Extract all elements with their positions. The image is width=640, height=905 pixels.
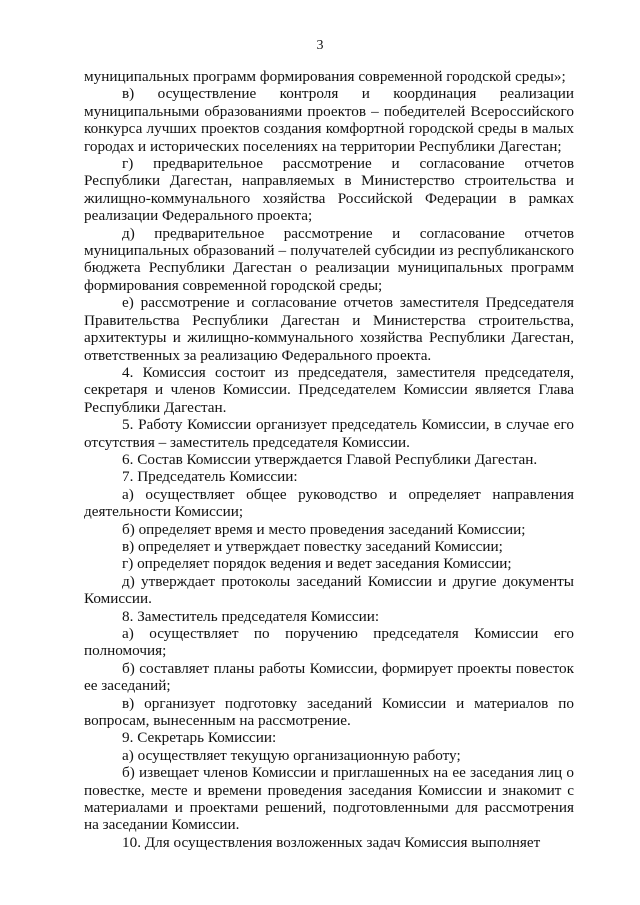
paragraph-8-b: б) составляет планы работы Комиссии, формирует проекты повесток ее заседаний; [84, 659, 574, 695]
paragraph-7-g: г) определяет порядок ведения и ведет заседания Комиссии; [122, 555, 512, 573]
paragraph-7-b: б) определяет время и место проведения заседаний Комиссии; [122, 520, 526, 538]
paragraph-section-7: 7. Председатель Комиссии: [122, 468, 298, 486]
paragraph-section-9: 9. Секретарь Комиссии: [122, 729, 277, 747]
paragraph-section-5: 5. Работу Комиссии организует председатель Комиссии, в случае его отсутствия – заместитель председателя Комиссии. [84, 416, 574, 451]
page-number: 3 [316, 38, 324, 53]
paragraph-8-v: в) организует подготовку заседаний Комиссии и материалов по вопросам, вынесенным на рассмотрение. [84, 694, 574, 730]
paragraph-section-10: 10. Для осуществления возложенных задач Комиссия выполняет [122, 833, 541, 851]
paragraph-item-d: д) предварительное рассмотрение и согласование отчетов муниципальных образований – получателей субсидии из республиканского бюджета Республики Дагестан о реализации муниципальных программ формирования современной городской среды; [84, 224, 574, 294]
paragraph-section-8: 8. Заместитель председателя Комиссии: [122, 607, 380, 625]
paragraph-8-a: а) осуществляет по поручению председателя Комиссии его полномочия; [84, 625, 574, 660]
paragraph-item-e: е) рассмотрение и согласование отчетов заместителя Председателя Правительства Республики Дагестан и Министерства строительства, архитектуры и жилищно-коммунального хозяйства Республики Дагестан, ответственных за реализацию Федерального проекта. [84, 294, 574, 364]
paragraph-section-4: 4. Комиссия состоит из председателя, заместителя председателя, секретаря и членов Комиссии. Председателем Комиссии является Глава Республики Дагестан. [84, 363, 574, 416]
paragraph-item-g: г) предварительное рассмотрение и согласование отчетов Республики Дагестан, направляемых в Министерство строительства и жилищно-коммунального хозяйства Российской Федерации в рамках реализации Федерального проекта; [84, 155, 574, 225]
paragraph-continuation: муниципальных программ формирования современной городской среды»; [84, 68, 566, 85]
paragraph-section-6: 6. Состав Комиссии утверждается Главой Республики Дагестан. [122, 450, 538, 468]
paragraph-item-v: в) осуществление контроля и координация реализации муниципальными образованиями проектов – победителей Всероссийского конкурса лучших проектов создания комфортной городской среды в малых городах и исторических поселениях на территории Республики Дагестан; [84, 85, 574, 155]
paragraph-9-b: б) извещает членов Комиссии и приглашенных на ее заседания лиц о повестке, месте и времени проведения заседания Комиссии и знакомит с материалами и проектами решений, подготовленными для рассмотрения на заседании Комиссии. [84, 764, 574, 834]
paragraph-7-d: д) утверждает протоколы заседаний Комиссии и другие документы Комиссии. [84, 572, 574, 608]
paragraph-7-v: в) определяет и утверждает повестку заседаний Комиссии; [122, 537, 503, 555]
paragraph-9-a: а) осуществляет текущую организационную работу; [122, 746, 461, 764]
paragraph-7-a: а) осуществляет общее руководство и определяет направления деятельности Комиссии; [84, 485, 574, 521]
document-body [84, 68, 574, 851]
